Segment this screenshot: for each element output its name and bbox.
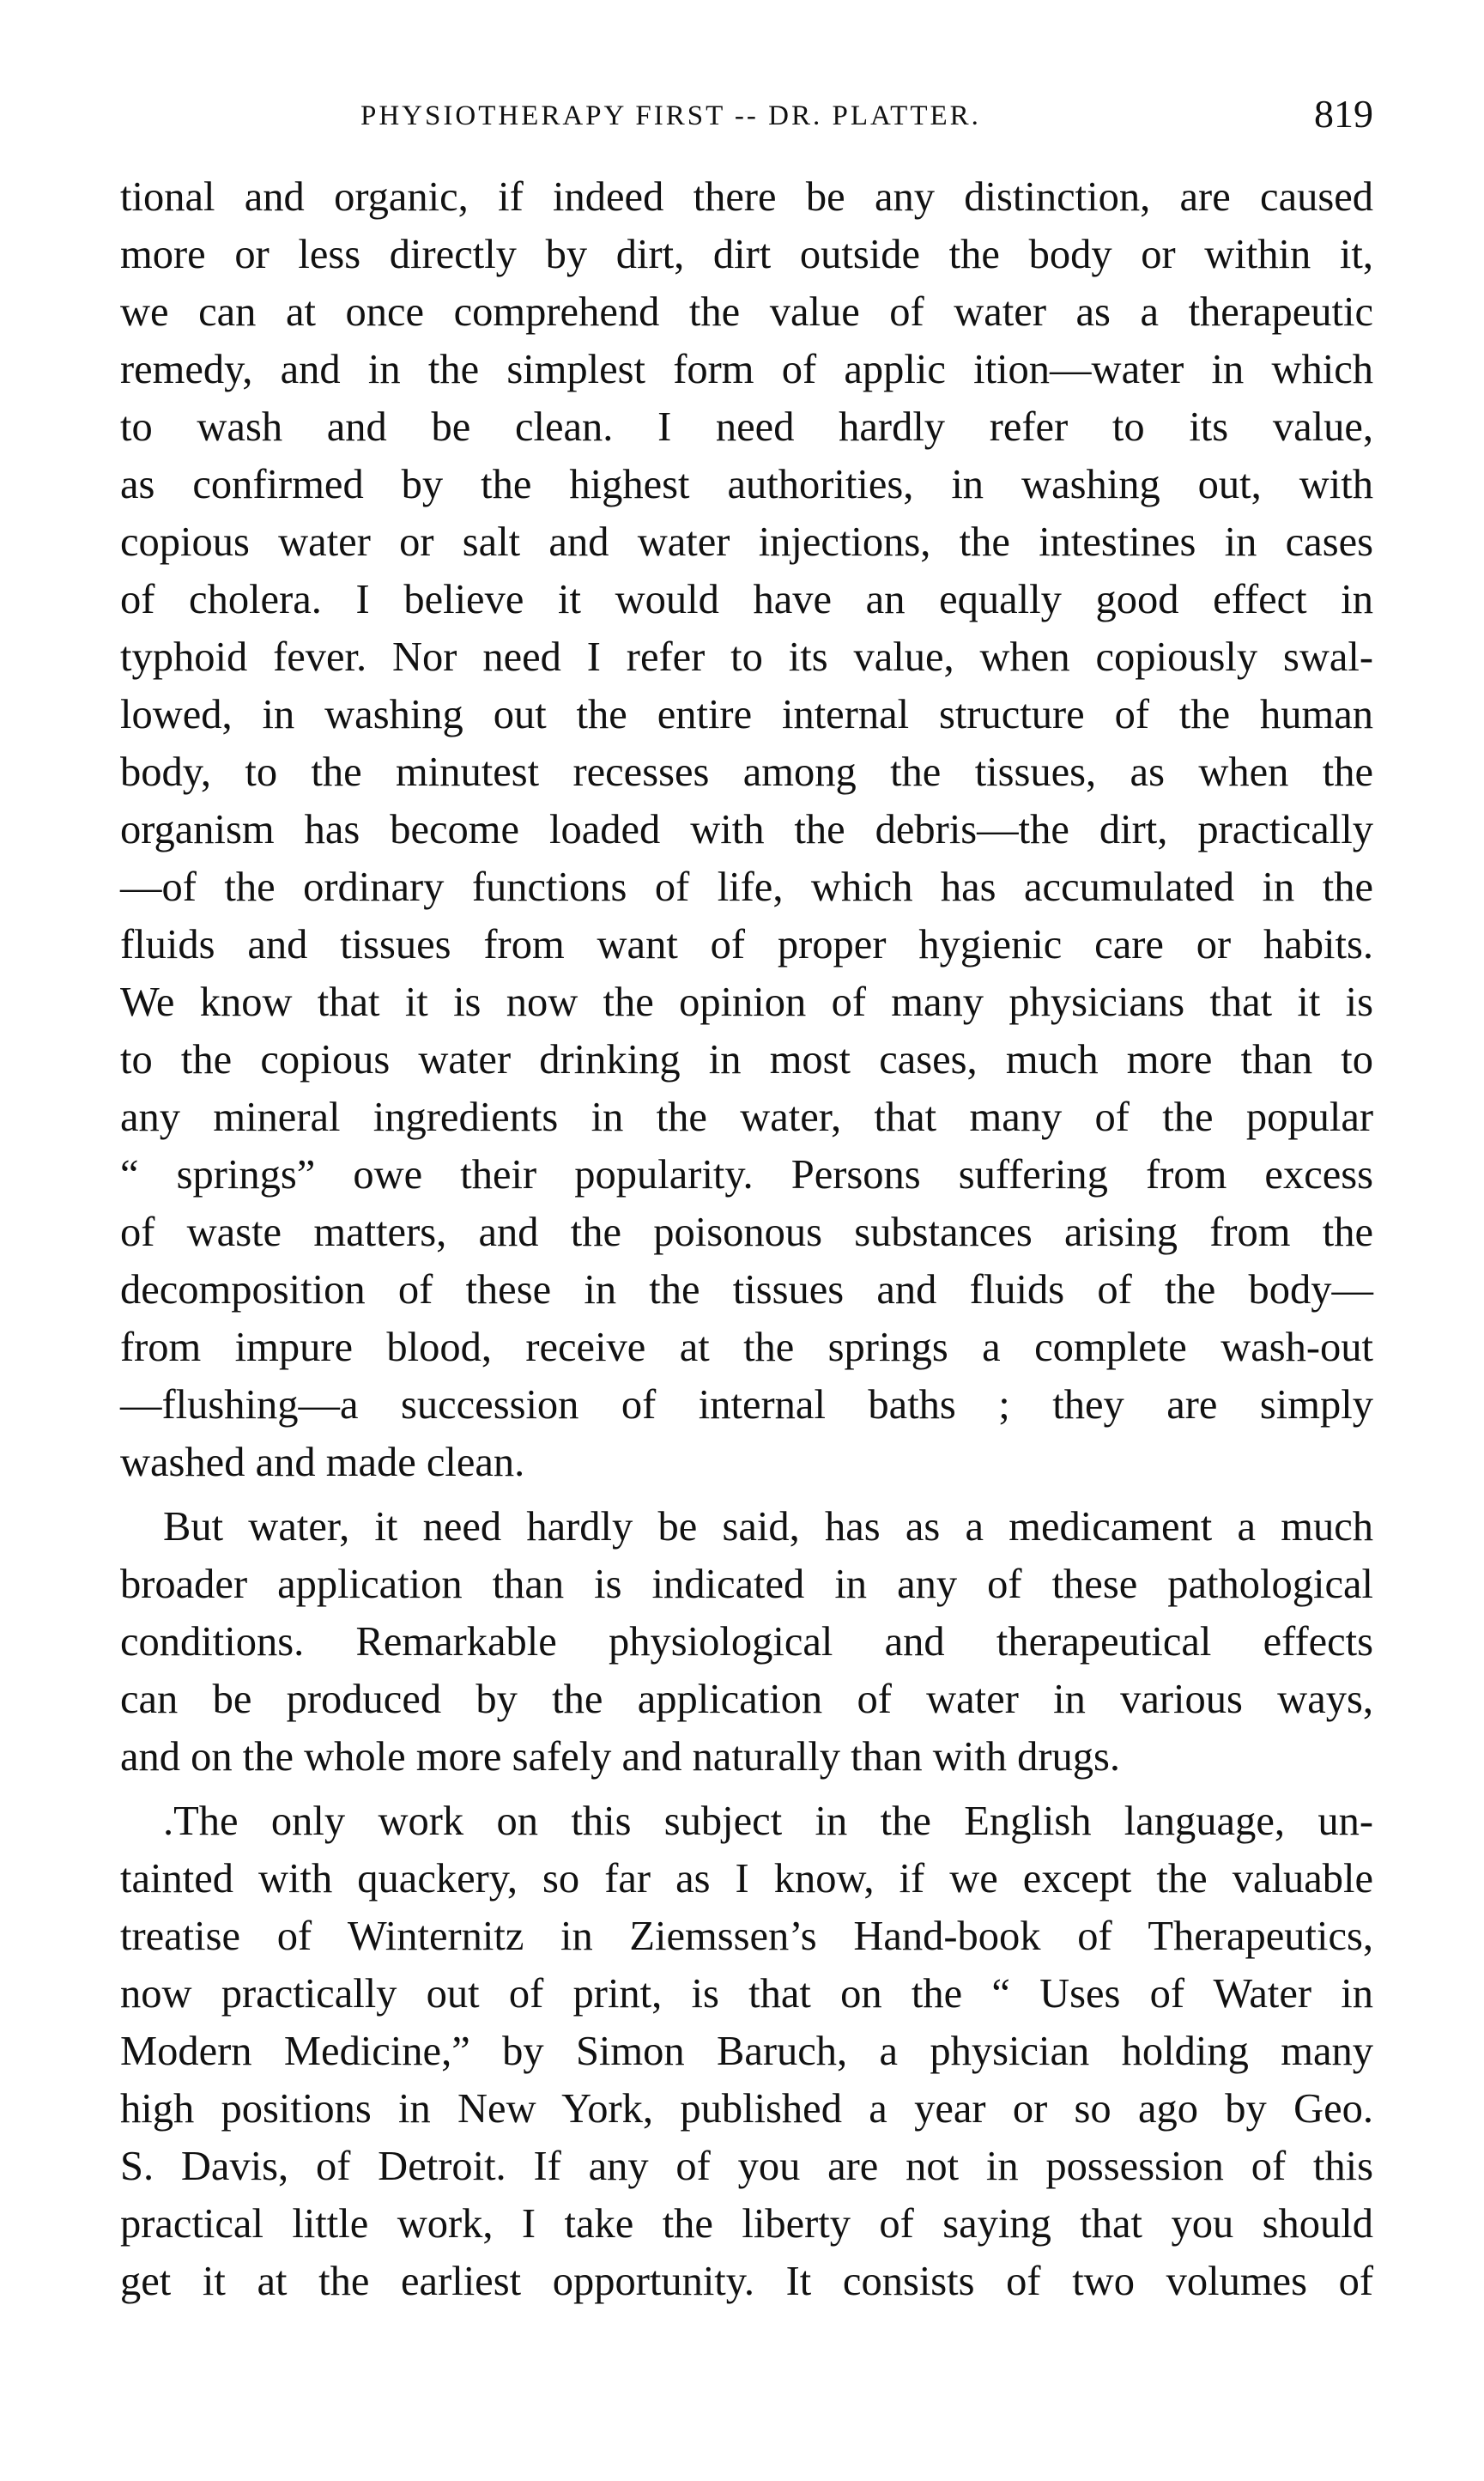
text-line: .The only work on this subject in the English language, un- xyxy=(163,1799,1373,1844)
text-line: high positions in New York, published a year or so ago by Geo. xyxy=(120,2086,1373,2132)
text-line: treatise of Winternitz in Ziemssen’s Hand-book of Therapeutics, xyxy=(120,1914,1373,1959)
paragraph-gap xyxy=(120,1491,1373,1498)
text-line: to wash and be clean. I need hardly refer to its value, xyxy=(120,404,1373,450)
text-line: we can at once comprehend the value of water as a therapeutic xyxy=(120,289,1373,335)
text-line: washed and made clean. xyxy=(120,1440,525,1485)
text-line: copious water or salt and water injections, the intestines in cases xyxy=(120,519,1373,565)
text-line: typhoid fever. Nor need I refer to its value, when copiously swal- xyxy=(120,634,1373,680)
text-line: get it at the earliest opportunity. It consists of two volumes of xyxy=(120,2259,1373,2304)
page-number: 819 xyxy=(1314,92,1373,136)
text-line: and on the whole more safely and naturally than with drugs. xyxy=(120,1734,1121,1780)
text-line: —of the ordinary functions of life, which has accumulated in the xyxy=(120,864,1373,910)
paragraph-1 xyxy=(120,168,1373,1491)
text-line: “ springs” owe their popularity. Persons suffering from excess xyxy=(120,1152,1373,1198)
text-line: any mineral ingredients in the water, that many of the popular xyxy=(120,1095,1373,1140)
running-title: PHYSIOTHERAPY FIRST -- DR. PLATTER. xyxy=(360,100,981,131)
text-line: conditions. Remarkable physiological and therapeutical effects xyxy=(120,1619,1373,1665)
text-line: from impure blood, receive at the springs a complete wash-out xyxy=(120,1325,1373,1370)
text-line: remedy, and in the simplest form of applic ition—water in which xyxy=(120,347,1373,392)
text-line: But water, it need hardly be said, has as a medicament a much xyxy=(163,1504,1373,1550)
paragraph-2 xyxy=(120,1498,1373,1786)
text-line: practical little work, I take the liberty of saying that you should xyxy=(120,2201,1373,2247)
text-line: lowed, in washing out the entire internal structure of the human xyxy=(120,692,1373,737)
paragraph-gap xyxy=(120,1786,1373,1793)
text-line: now practically out of print, is that on the “ Uses of Water in xyxy=(120,1971,1373,2017)
text-line: organism has become loaded with the debris—the dirt, practically xyxy=(120,807,1373,852)
text-line: more or less directly by dirt, dirt outside the body or within it, xyxy=(120,232,1373,277)
text-line: —flushing—a succession of internal baths ; they are simply xyxy=(120,1382,1373,1428)
text-line: tainted with quackery, so far as I know, if we except the valuable xyxy=(120,1856,1373,1902)
text-line: We know that it is now the opinion of many physicians that it is xyxy=(120,980,1373,1025)
body-text xyxy=(120,168,1373,2310)
text-line: to the copious water drinking in most cases, much more than to xyxy=(120,1037,1373,1083)
running-head xyxy=(120,90,1373,142)
text-line: of waste matters, and the poisonous substances arising from the xyxy=(120,1210,1373,1255)
text-line: can be produced by the application of water in various ways, xyxy=(120,1677,1373,1722)
text-line: of cholera. I believe it would have an equally good effect in xyxy=(120,577,1373,622)
text-line: as confirmed by the highest authorities, in washing out, with xyxy=(120,462,1373,507)
text-line: broader application than is indicated in any of these pathological xyxy=(120,1562,1373,1607)
text-line: body, to the minutest recesses among the tissues, as when the xyxy=(120,749,1373,795)
text-line: tional and organic, if indeed there be any distinction, are caused xyxy=(120,174,1373,220)
text-line: Modern Medicine,” by Simon Baruch, a physician holding many xyxy=(120,2029,1373,2074)
paragraph-3 xyxy=(120,1793,1373,2310)
text-line: decomposition of these in the tissues and fluids of the body— xyxy=(120,1267,1373,1313)
text-line: fluids and tissues from want of proper hygienic care or habits. xyxy=(120,922,1373,968)
text-line: S. Davis, of Detroit. If any of you are not in possession of this xyxy=(120,2144,1373,2189)
